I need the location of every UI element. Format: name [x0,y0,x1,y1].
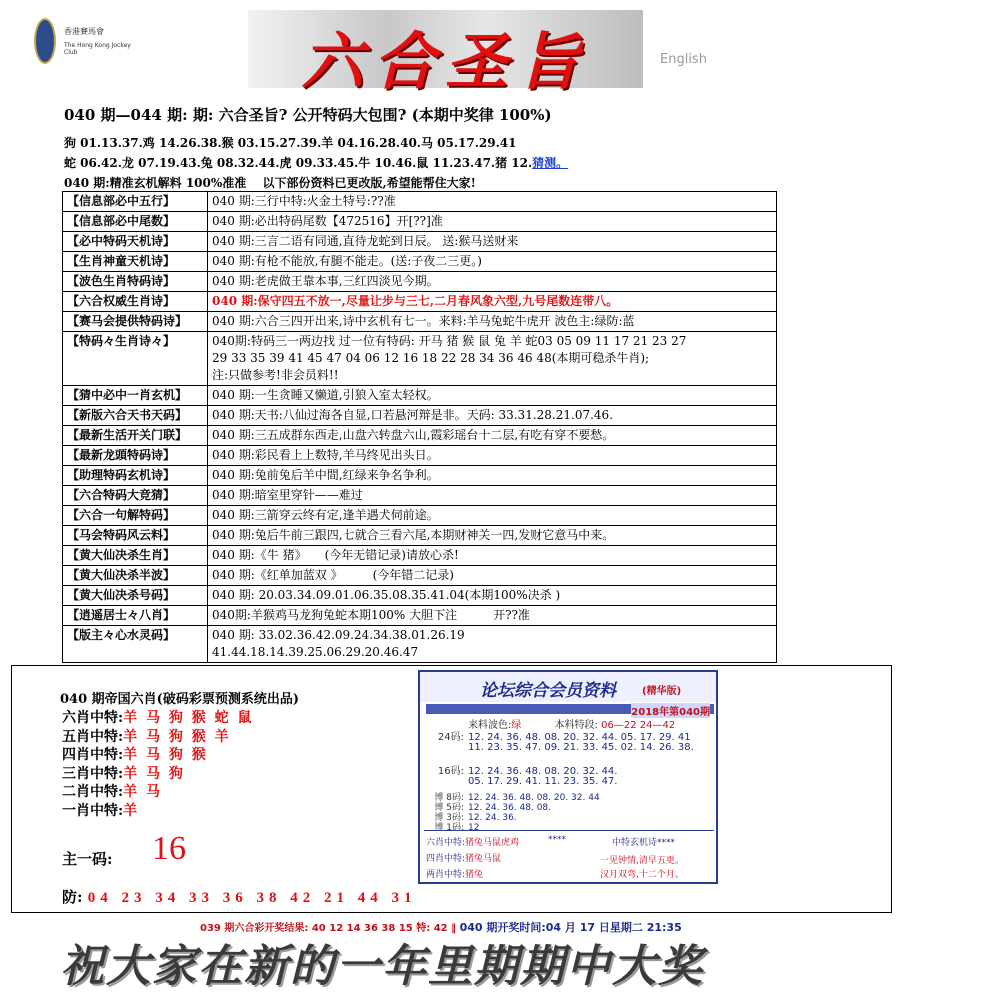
six-zodiac-value: 羊 马 狗 猴 羊 [123,728,231,745]
card-code-label: 博 1码: [434,823,464,833]
card-tag: (精华版) [642,686,682,697]
card-foot-r1-value: 猪兔马鼠虎鸡 [465,838,520,848]
row-label: 【信息部必中五行】 [63,192,208,212]
row-content [208,526,777,546]
table-row [63,192,777,212]
table-row [63,586,777,606]
card-header [420,672,716,702]
six-zodiac-label: 五肖中特: [62,728,124,745]
row-content [208,566,777,586]
six-zodiac-value: 羊 马 [123,784,163,800]
row-label: 【黄大仙决杀号码】 [63,586,208,606]
row-label: 【生肖神童天机诗】 [63,252,208,272]
table-row [63,212,777,232]
zodiac-line-2 [64,154,568,171]
row-label: 【马会特码风云料】 [63,526,208,546]
zodiac-line-2-text: 蛇 06.42.龙 07.19.43.兔 08.32.44.虎 09.33.45.牛 10.46.鼠 11.23.47.猪 12. [64,156,533,170]
row-label: 【特码々生肖诗々】 [63,332,208,386]
card-code-value: 12. 24. 36. 48. 08. 20. 32. 44. 05. 17. 29. 41 [468,732,691,743]
row-text: 040 期:三箭穿云终有定,逢羊遇犬伺前途。 [212,508,439,522]
card-sub-left: 来料波色: [468,720,512,731]
card-foot-r3-value: 猪兔 [465,870,484,880]
row-text: 040 期: 33.02.36.42.09.24.34.38.01.26.19 [212,628,465,642]
row-content [208,626,777,663]
card-poem-title: 中特玄机诗**** [612,838,676,848]
card-poem-line1: 一见钟情,清早五更。 [600,856,684,866]
card-code-value: 12. 24. 36. [468,813,517,823]
six-zodiac-value: 羊 马 狗 [123,765,185,782]
card-code-row [428,742,694,753]
row-label: 【版主々心水灵码】 [63,626,208,663]
guess-link[interactable]: 猜测。 [532,156,569,170]
row-text: 040期:羊猴鸡马龙狗兔蛇本期100% 大胆下注 开??准 [212,608,530,622]
logo-chinese: 香港賽馬會 [64,27,104,36]
card-code-label: 博 3码: [434,813,464,823]
table-row [63,526,777,546]
row-label: 【必中特码天机诗】 [63,232,208,252]
row-text: 41.44.18.14.39.25.06.29.20.46.47 [212,645,419,659]
card-code-row [428,776,617,787]
page-heading: 040 期—044 期: 期: 六合圣旨? 公开特码大包围? (本期中奖律 100%) [64,106,552,124]
jockey-club-emblem-icon [34,18,56,64]
table-row [63,446,777,466]
member-card [418,670,718,884]
row-text: 040 期:兔后牛前三跟四,七就合三看六尾,本期财神关一四,发财它意马中来。 [212,528,615,542]
zodiac-line-1: 狗 01.13.37.鸡 14.26.38.猴 03.15.27.39.羊 04.16.28.40.马 05.17.29.41 [64,136,517,150]
six-zodiac-row [62,707,254,727]
row-content [208,312,777,332]
row-text: 040 期:三言二语有同通,直待龙蛇到日辰。 送:猴马送财来 [212,234,519,248]
table-row [63,386,777,406]
card-code-value: 12. 24. 36. 48. 08. 20. 32. 44. [468,766,618,777]
six-zodiac-value: 羊 马 狗 猴 蛇 鼠 [123,710,254,726]
row-text: 040 期:《牛 猪》 (今年无错记录)请放心杀! [212,548,459,562]
row-label: 【信息部必中尾数】 [63,212,208,232]
card-foot-r3 [426,867,483,880]
row-text: 040 期:兔前兔后羊中間,红绿来争名争利。 [212,468,439,482]
table-row [63,406,777,426]
row-content [208,426,777,446]
row-text: 040 期:暗室里穿针——难过 [212,488,363,502]
row-label: 【六合特码大竞猜】 [63,486,208,506]
card-sub-right: 本料特段: [554,720,598,731]
jockey-club-logo [34,16,144,68]
card-code-value: 12. 24. 36. 48. 08. 20. 32. 44 [468,793,600,803]
english-link[interactable]: English [660,52,707,67]
row-label: 【赛马会提供特码诗】 [63,312,208,332]
card-code-label: 博 5码: [434,803,464,813]
six-zodiac-label: 一肖中特: [62,802,124,819]
card-code-label: 博 8码: [434,793,464,803]
row-content [208,506,777,526]
row-label: 【猜中必中一肖玄机】 [63,386,208,406]
row-text: 29 33 35 39 41 45 47 04 06 12 16 18 22 28 34 36 46 48(本期可稳杀牛肖); [212,351,650,365]
row-text: 040 期:天书:八仙过海各自显,口若悬河辩是非。天码: 33.31.28.21.07.46. [212,408,613,422]
banner-title: 六合圣旨 [301,25,590,98]
row-label: 【新版六合天书天码】 [63,406,208,426]
row-text: 040 期:老虎做王靠本事,三红四淡见今期。 [212,274,439,288]
table-row [63,292,777,312]
table-row [63,312,777,332]
row-label: 【最新龙頭特码诗】 [63,446,208,466]
row-content [208,232,777,252]
row-label: 【逍遥居士々八肖】 [63,606,208,626]
defense-numbers: 04 23 34 33 36 38 42 21 44 31 [87,890,417,906]
row-text: 040期:特码三一两边找 过一位有特码: 开马 猪 猴 鼠 兔 羊 蛇03 05 09 11 17 21 23 27 [212,334,687,348]
card-code-value: 05. 17. 29. 41. 11. 23. 35. 47. [468,776,618,787]
row-content [208,192,777,212]
card-foot-r1-label: 六肖中特: [426,838,466,848]
card-sub-left-value: 绿 [511,720,522,731]
row-content [208,252,777,272]
card-code-row [428,728,691,743]
row-content [208,292,777,312]
six-zodiac-value: 羊 [123,802,140,819]
row-text: 040 期:保守四五不放一,尽量让步与三七,二月春风象六型,九号尾数连带八。 [212,294,619,308]
row-label: 【助理特码玄机诗】 [63,466,208,486]
row-text: 040 期:三行中特:火金土特号:??准 [212,194,396,208]
row-text: 040 期:三五成群东西走,山盘六转盘六山,霞彩瑶台十二层,有吃有穿不要愁。 [212,428,615,442]
card-sub-right-value: 06—22 24—42 [601,720,676,731]
defense-label: 防: [62,888,83,906]
card-foot-r2-value: 猪兔马鼠 [465,854,502,864]
result-text: 039 期六合彩开奖结果: 40 12 14 36 38 15 特: 42 ‖ [200,923,457,934]
row-content [208,606,777,626]
row-content [208,406,777,426]
table-row [63,332,777,386]
six-zodiac-label: 三肖中特: [62,765,124,782]
main-code-value: 16 [152,830,186,867]
six-zodiac-title: 040 期帝国六肖(破码彩票预测系统出品) [60,692,299,707]
title-banner [248,10,643,98]
table-row [63,566,777,586]
row-text: 040 期:一生贪睡又懒道,引狼入室太轻权。 [212,388,439,402]
prediction-table [62,191,777,663]
row-content [208,332,777,386]
row-label: 【六合权威生肖诗】 [63,292,208,312]
table-row [63,272,777,292]
row-label: 【最新生活开关门联】 [63,426,208,446]
wish-banner: 祝大家在新的一年里期期中大奖 [60,941,704,992]
row-content [208,586,777,606]
notice-line: 040 期:精准玄机解料 100%准准 以下部份资料已更改版,希望能帮住大家! [64,176,476,190]
row-text: 注:只做参考!非会员料!! [212,368,339,382]
row-text: 040 期: 20.03.34.09.01.06.35.08.35.41.04(本期100%决杀 ) [212,588,561,602]
row-content [208,272,777,292]
six-zodiac-row [62,726,231,746]
row-content [208,212,777,232]
card-foot-mid: **** [548,835,566,845]
row-text: 040 期:彩民看上上数特,羊马终见出头日。 [212,448,439,462]
row-content [208,486,777,506]
card-footer [424,830,714,883]
table-row [63,546,777,566]
table-row [63,426,777,446]
table-row [63,466,777,486]
defense-line [62,886,417,907]
row-text: 040 期:《红单加蓝双 》 (今年错二记录) [212,568,454,582]
table-row [63,252,777,272]
six-zodiac-row [62,763,185,783]
card-code-label: 16码: [437,766,464,777]
row-text: 040 期:必出特码尾数【472516】开[??]准 [212,214,443,228]
card-foot-r1 [426,835,519,848]
row-label: 【黄大仙决杀生肖】 [63,546,208,566]
main-code-label: 主一码: [62,850,113,868]
six-zodiac-value: 羊 马 狗 猴 [123,747,208,763]
card-foot-r2 [426,851,501,864]
row-label: 【六合一句解特码】 [63,506,208,526]
card-code-value: 11. 23. 35. 47. 09. 21. 33. 45. 02. 14. 26. 38. [468,742,694,753]
row-content [208,546,777,566]
six-zodiac-row [62,744,208,764]
table-row [63,606,777,626]
logo-english: The Hong Kong Jockey Club [64,42,131,56]
next-draw-time: 040 期开奖时间:04 月 17 日星期二 21:35 [459,921,682,934]
card-title: 论坛综合会员资料 [480,681,616,701]
card-code-value: 12 [468,823,480,833]
card-code-value: 12. 24. 36. 48. 08. [468,803,552,813]
six-zodiac-label: 二肖中特: [62,784,124,800]
table-row [63,486,777,506]
row-text: 040 期:六合三四开出来,诗中玄机有七一。来料:羊马兔蛇牛虎开 波色主:绿防:蓝 [212,314,635,328]
row-text: 040 期:有枪不能放,有腿不能走。(送:子夜二三更。) [212,254,482,268]
row-content [208,386,777,406]
card-poem-line2: 汉月双弯,十二个月。 [600,870,684,880]
row-content [208,446,777,466]
six-zodiac-row [62,781,162,801]
table-row [63,232,777,252]
card-code-row [428,762,617,777]
card-foot-r2-label: 四肖中特: [426,854,466,864]
card-code-label: 24码: [437,732,464,743]
row-label: 【波色生肖特码诗】 [63,272,208,292]
row-label: 【黄大仙决杀半波】 [63,566,208,586]
six-zodiac-row [62,800,139,820]
card-foot-r3-label: 两肖中特: [426,870,466,880]
six-zodiac-label: 四肖中特: [62,747,124,763]
six-zodiac-label: 六肖中特: [62,710,124,726]
card-year: 2018年第040期 [631,703,710,718]
table-row [63,626,777,663]
row-content [208,466,777,486]
table-row [63,506,777,526]
